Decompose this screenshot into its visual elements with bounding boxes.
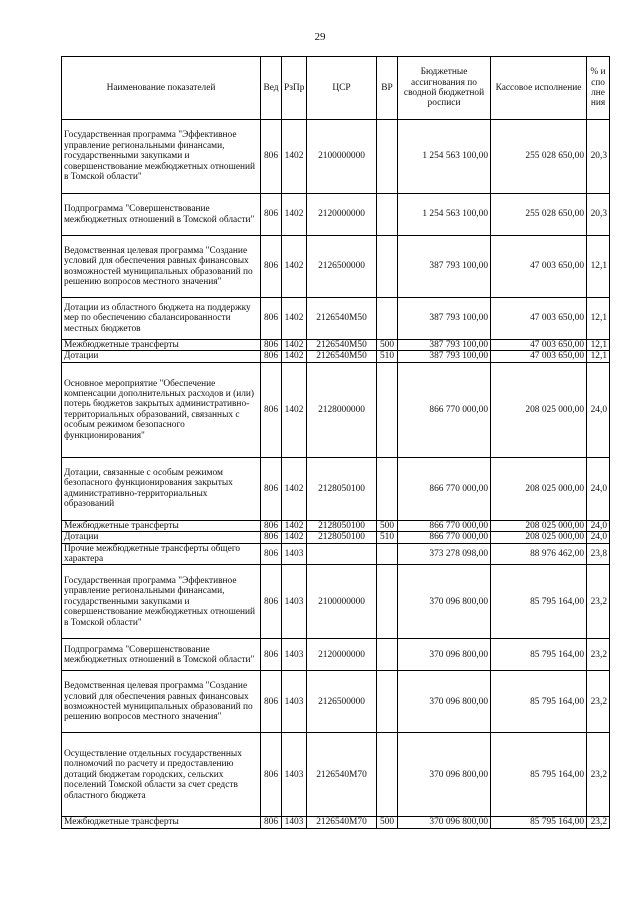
cell-vr <box>377 457 398 520</box>
cell-allocation: 370 096 800,00 <box>398 817 491 828</box>
cell-pct: 24,0 <box>587 362 610 457</box>
table-row <box>62 457 610 520</box>
cell-name: Государственная программа "Эффективное управление региональными финансами, государственными закупками и совершенствование межбюджетных отношений в Томской области" <box>62 120 261 194</box>
cell-pct: 24,0 <box>587 532 610 543</box>
cell-allocation: 373 278 098,00 <box>398 543 491 565</box>
cell-cash: 85 795 164,00 <box>491 565 587 639</box>
cell-csr: 2100000000 <box>307 565 377 639</box>
cell-ved: 806 <box>261 362 282 457</box>
cell-vr <box>377 298 398 340</box>
cell-pct: 23,2 <box>587 733 610 817</box>
cell-csr: 2126540М70 <box>307 817 377 828</box>
budget-table <box>61 56 610 829</box>
cell-name: Дотации, связанные с особым режимом безопасного функционирования закрытых административно-территориальных образований <box>62 457 261 520</box>
cell-vr <box>377 671 398 733</box>
cell-pct: 23,2 <box>587 639 610 671</box>
cell-name: Государственная программа "Эффективное управление региональными финансами, государственными закупками и совершенствование межбюджетных отношений в Томской области" <box>62 565 261 639</box>
cell-rzpr: 1402 <box>282 120 307 194</box>
cell-rzpr: 1403 <box>282 817 307 828</box>
cell-vr: 510 <box>377 532 398 543</box>
cell-name: Межбюджетные трансферты <box>62 520 261 531</box>
cell-allocation: 866 770 000,00 <box>398 520 491 531</box>
cell-allocation: 387 793 100,00 <box>398 298 491 340</box>
cell-vr <box>377 543 398 565</box>
cell-pct: 23,2 <box>587 671 610 733</box>
cell-name: Межбюджетные трансферты <box>62 817 261 828</box>
cell-pct: 20,3 <box>587 120 610 194</box>
cell-cash: 47 003 650,00 <box>491 236 587 298</box>
table-row <box>62 340 610 351</box>
cell-ved: 806 <box>261 543 282 565</box>
cell-rzpr: 1402 <box>282 236 307 298</box>
cell-csr: 2120000000 <box>307 639 377 671</box>
cell-vr <box>377 733 398 817</box>
cell-pct: 12,1 <box>587 351 610 362</box>
cell-ved: 806 <box>261 532 282 543</box>
cell-allocation: 370 096 800,00 <box>398 639 491 671</box>
cell-vr <box>377 362 398 457</box>
cell-name: Межбюджетные трансферты <box>62 340 261 351</box>
cell-name: Ведомственная целевая программа "Создание условий для обеспечения равных финансовых возможностей муниципальных образований по решению вопросов местного значения" <box>62 236 261 298</box>
cell-vr: 510 <box>377 351 398 362</box>
cell-vr: 500 <box>377 817 398 828</box>
header-cash: Кассовое исполнение <box>491 57 587 120</box>
cell-allocation: 866 770 000,00 <box>398 532 491 543</box>
cell-pct: 24,0 <box>587 457 610 520</box>
cell-csr: 2126540М50 <box>307 340 377 351</box>
cell-ved: 806 <box>261 639 282 671</box>
cell-vr <box>377 639 398 671</box>
cell-cash: 208 025 000,00 <box>491 457 587 520</box>
cell-csr: 2120000000 <box>307 194 377 236</box>
table-row <box>62 639 610 671</box>
cell-csr: 2128050100 <box>307 532 377 543</box>
cell-name: Подпрограмма "Совершенствование межбюджетных отношений в Томской области" <box>62 194 261 236</box>
cell-cash: 85 795 164,00 <box>491 671 587 733</box>
table-row <box>62 671 610 733</box>
cell-csr: 2126540М50 <box>307 351 377 362</box>
cell-csr: 2126500000 <box>307 671 377 733</box>
header-rzpr: РзПр <box>282 57 307 120</box>
cell-allocation: 1 254 563 100,00 <box>398 194 491 236</box>
table-row <box>62 298 610 340</box>
table-body <box>62 120 610 829</box>
cell-ved: 806 <box>261 236 282 298</box>
cell-ved: 806 <box>261 817 282 828</box>
cell-rzpr: 1403 <box>282 671 307 733</box>
cell-allocation: 387 793 100,00 <box>398 340 491 351</box>
cell-ved: 806 <box>261 298 282 340</box>
cell-allocation: 387 793 100,00 <box>398 236 491 298</box>
cell-csr: 2128050100 <box>307 520 377 531</box>
cell-csr: 2126540М70 <box>307 733 377 817</box>
cell-vr <box>377 194 398 236</box>
cell-allocation: 370 096 800,00 <box>398 671 491 733</box>
cell-ved: 806 <box>261 520 282 531</box>
cell-name: Осуществление отдельных государственных полномочий по расчету и предоставлению дотаций бюджетам городских, сельских поселений Томской области за счет средств областного бюджета <box>62 733 261 817</box>
cell-ved: 806 <box>261 671 282 733</box>
cell-pct: 24,0 <box>587 520 610 531</box>
cell-cash: 47 003 650,00 <box>491 351 587 362</box>
cell-name: Дотации <box>62 532 261 543</box>
cell-name: Дотации из областного бюджета на поддержку мер по обеспечению сбалансированности местных бюджетов <box>62 298 261 340</box>
table-row <box>62 362 610 457</box>
cell-cash: 255 028 650,00 <box>491 194 587 236</box>
table-row <box>62 532 610 543</box>
cell-vr <box>377 236 398 298</box>
cell-allocation: 866 770 000,00 <box>398 457 491 520</box>
cell-csr: 2126500000 <box>307 236 377 298</box>
cell-pct: 23,8 <box>587 543 610 565</box>
cell-rzpr: 1403 <box>282 733 307 817</box>
cell-pct: 23,2 <box>587 565 610 639</box>
cell-rzpr: 1402 <box>282 362 307 457</box>
table-row <box>62 817 610 828</box>
cell-ved: 806 <box>261 565 282 639</box>
cell-pct: 12,1 <box>587 298 610 340</box>
cell-csr: 2128050100 <box>307 457 377 520</box>
cell-rzpr: 1403 <box>282 543 307 565</box>
cell-cash: 88 976 462,00 <box>491 543 587 565</box>
cell-rzpr: 1402 <box>282 194 307 236</box>
table-row <box>62 733 610 817</box>
cell-pct: 12,1 <box>587 340 610 351</box>
cell-cash: 208 025 000,00 <box>491 362 587 457</box>
cell-rzpr: 1402 <box>282 457 307 520</box>
cell-ved: 806 <box>261 457 282 520</box>
cell-vr <box>377 120 398 194</box>
cell-rzpr: 1403 <box>282 639 307 671</box>
cell-allocation: 387 793 100,00 <box>398 351 491 362</box>
cell-cash: 85 795 164,00 <box>491 817 587 828</box>
cell-cash: 85 795 164,00 <box>491 639 587 671</box>
table-row <box>62 543 610 565</box>
cell-csr <box>307 543 377 565</box>
header-csr: ЦСР <box>307 57 377 120</box>
cell-ved: 806 <box>261 194 282 236</box>
cell-csr: 2126540М50 <box>307 298 377 340</box>
cell-cash: 255 028 650,00 <box>491 120 587 194</box>
cell-csr: 2128000000 <box>307 362 377 457</box>
cell-rzpr: 1402 <box>282 520 307 531</box>
table-row <box>62 351 610 362</box>
page-number: 29 <box>314 31 326 43</box>
cell-allocation: 1 254 563 100,00 <box>398 120 491 194</box>
cell-name: Ведомственная целевая программа "Создание условий для обеспечения равных финансовых возможностей муниципальных образований по решению вопросов местного значения" <box>62 671 261 733</box>
header-name: Наименование показателей <box>62 57 261 120</box>
cell-vr <box>377 565 398 639</box>
table-row <box>62 194 610 236</box>
cell-pct: 12,1 <box>587 236 610 298</box>
cell-cash: 47 003 650,00 <box>491 298 587 340</box>
cell-rzpr: 1402 <box>282 532 307 543</box>
table-row <box>62 565 610 639</box>
cell-pct: 23,2 <box>587 817 610 828</box>
cell-cash: 208 025 000,00 <box>491 532 587 543</box>
cell-vr: 500 <box>377 340 398 351</box>
cell-allocation: 370 096 800,00 <box>398 565 491 639</box>
cell-csr: 2100000000 <box>307 120 377 194</box>
cell-rzpr: 1402 <box>282 340 307 351</box>
cell-allocation: 370 096 800,00 <box>398 733 491 817</box>
cell-ved: 806 <box>261 351 282 362</box>
cell-rzpr: 1402 <box>282 351 307 362</box>
table-row <box>62 236 610 298</box>
cell-ved: 806 <box>261 340 282 351</box>
cell-pct: 20,3 <box>587 194 610 236</box>
cell-name: Подпрограмма "Совершенствование межбюджетных отношений в Томской области" <box>62 639 261 671</box>
cell-ved: 806 <box>261 120 282 194</box>
cell-allocation: 866 770 000,00 <box>398 362 491 457</box>
table-header-row <box>62 57 610 120</box>
header-allocation: Бюджетные ассигнования по сводной бюджетной росписи <box>398 57 491 120</box>
header-percent: % исполнения <box>587 57 610 120</box>
header-ved: Вед <box>261 57 282 120</box>
cell-name: Основное мероприятие "Обеспечение компенсации дополнительных расходов и (или) потерь бюджетов закрытых административно-территориальных образований, связанных с особым режимом безопасного функционирования" <box>62 362 261 457</box>
table-row <box>62 520 610 531</box>
table-row <box>62 120 610 194</box>
cell-rzpr: 1403 <box>282 565 307 639</box>
cell-cash: 47 003 650,00 <box>491 340 587 351</box>
cell-cash: 208 025 000,00 <box>491 520 587 531</box>
cell-cash: 85 795 164,00 <box>491 733 587 817</box>
header-vr: ВР <box>377 57 398 120</box>
cell-vr: 500 <box>377 520 398 531</box>
cell-ved: 806 <box>261 733 282 817</box>
cell-name: Дотации <box>62 351 261 362</box>
cell-name: Прочие межбюджетные трансферты общего характера <box>62 543 261 565</box>
cell-rzpr: 1402 <box>282 298 307 340</box>
